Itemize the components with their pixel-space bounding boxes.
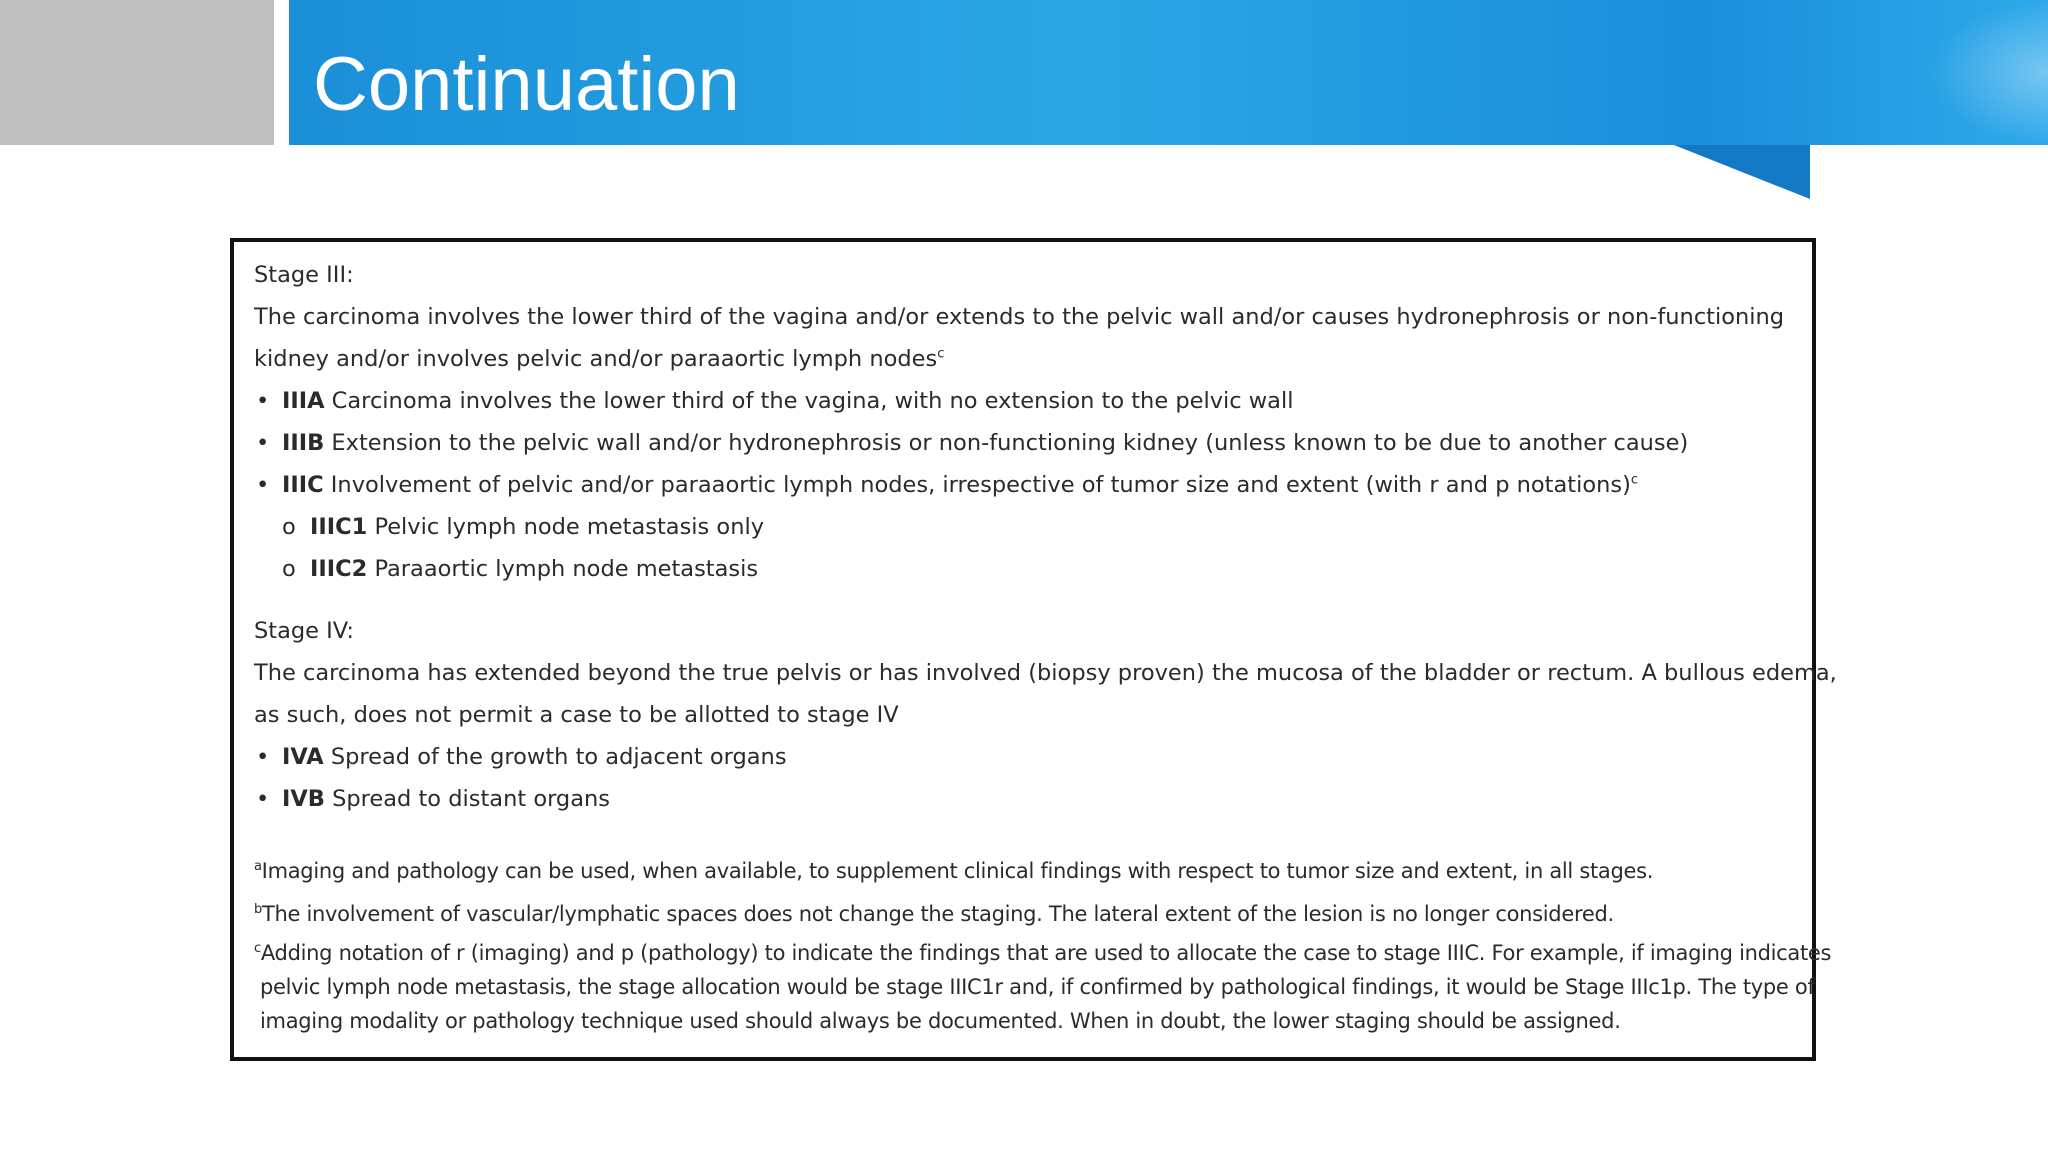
bullet-icon: • [256, 388, 270, 414]
sub-bullet-icon: o [282, 556, 296, 582]
header-grey-block [0, 0, 274, 145]
footnote-c-line-1: $^c$Adding notation of r (imaging) and p (pathology) to indicate the findings that are used to allocate the case to stage IIIC. For example, if imaging indicates [254, 941, 1832, 965]
stage-iiic-item: • IIIC Involvement of pelvic and/or paraaortic lymph nodes, irrespective of tumor size and extent (with r and p notations)$^c$ [254, 464, 1792, 506]
bullet-icon: • [256, 472, 270, 498]
sub-bullet-icon: o [282, 514, 296, 540]
footnote-b: $^b$The involvement of vascular/lymphatic spaces does not change the staging. The lateral extent of the lesion is no longer considered. [254, 902, 1614, 926]
page-title: Continuation [313, 42, 740, 127]
stage-iv-description-line-1: The carcinoma has extended beyond the true pelvis or has involved (biopsy proven) the mucosa of the bladder or rectum. A bullous edema, [254, 660, 1837, 686]
stage-iiic2-item: o IIIC2 Paraaortic lymph node metastasis [254, 548, 1792, 590]
stage-iii-description-line-1: The carcinoma involves the lower third of the vagina and/or extends to the pelvic wall and/or causes hydronephrosis or non-functioning [254, 304, 1785, 330]
footnote-c-line-3: imaging modality or pathology technique used should always be documented. When in doubt, the lower staging should be assigned. [260, 1009, 1621, 1033]
header-glow [1928, 0, 2048, 145]
stage-iiic1-item: o IIIC1 Pelvic lymph node metastasis only [254, 506, 1792, 548]
footnote-ref-c: c [1630, 472, 1639, 488]
bullet-icon: • [256, 430, 270, 456]
footnote-c-line-2: pelvic lymph node metastasis, the stage allocation would be stage IIIC1r and, if confirmed by pathological findings, it would be Stage IIIc1p. The type of [260, 975, 1815, 999]
bullet-icon: • [256, 744, 270, 770]
stage-ivb-item: • IVB Spread to distant organs [254, 778, 1792, 820]
footnote-ref-c: c [937, 346, 945, 362]
header-tab-shape [1674, 145, 1810, 199]
staging-document-box [230, 238, 1837, 1061]
stage-iv-description-line-2: as such, does not permit a case to be allotted to stage IV [254, 702, 899, 728]
bullet-icon: • [256, 786, 270, 812]
stage-iii-heading: Stage III: [254, 262, 354, 288]
stage-iii-description-line-2: kidney and/or involves pelvic and/or paraaortic lymph nodes$^c$ [254, 346, 945, 372]
footnote-a: $^a$Imaging and pathology can be used, when available, to supplement clinical findings with respect to tumor size and extent, in all stages. [254, 859, 1654, 883]
stage-iiia-item: • IIIA Carcinoma involves the lower third of the vagina, with no extension to the pelvic wall [254, 380, 1792, 422]
stage-iva-item: • IVA Spread of the growth to adjacent organs [254, 736, 1792, 778]
stage-iv-heading: Stage IV: [254, 618, 354, 644]
stage-iiib-item: • IIIB Extension to the pelvic wall and/or hydronephrosis or non-functioning kidney (unless known to be due to another cause) [254, 422, 1792, 464]
